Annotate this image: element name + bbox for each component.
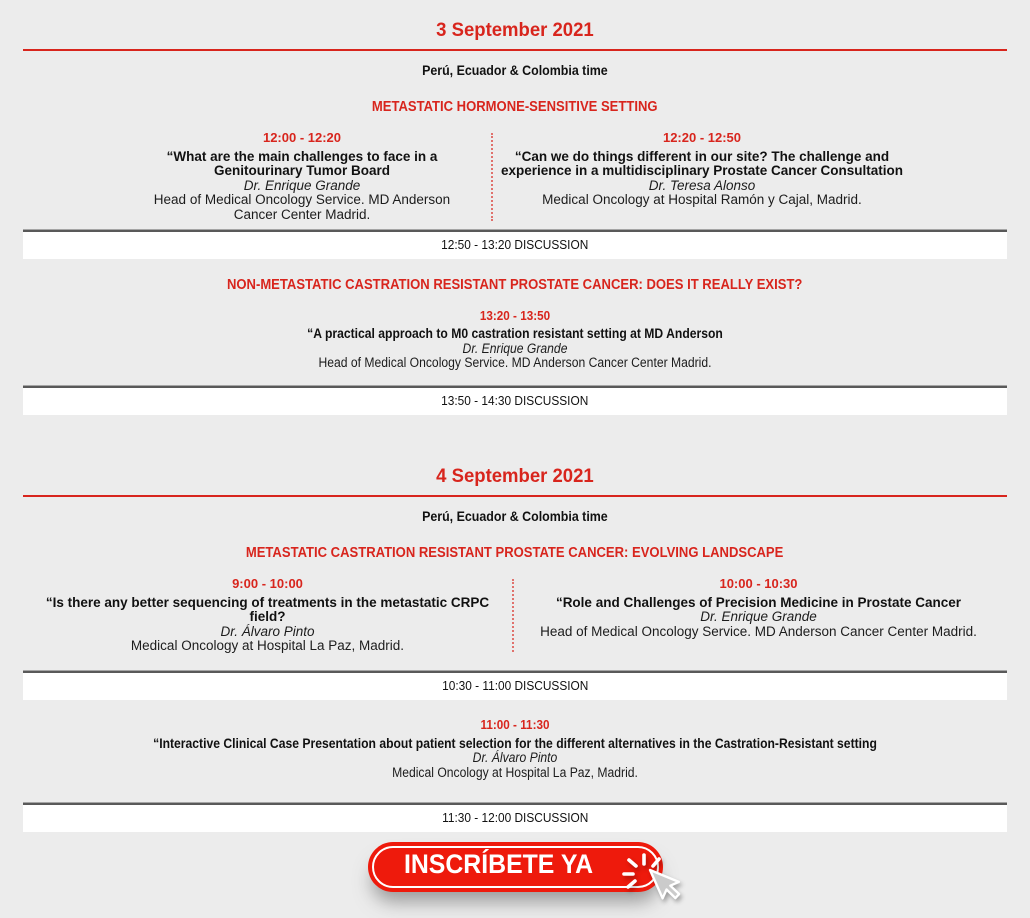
talk-affiliation: Medical Oncology at Hospital La Paz, Madrid. xyxy=(130,638,405,654)
session-heading-nmcrpc: NON-METASTATIC CASTRATION RESISTANT PROSTATE CANCER: DOES IT REALLY EXIST? xyxy=(227,276,803,293)
talk-time: 9:00 - 10:00 xyxy=(232,575,303,591)
talk-time: 13:20 - 13:50 xyxy=(479,307,551,323)
talk-time: 10:00 - 10:30 xyxy=(719,575,798,591)
talk-title: “Is there any better sequencing of treatments in the metastatic CRPC field? xyxy=(45,594,490,625)
talk-title: “A practical approach to M0 castration resistant setting at MD Anderson xyxy=(307,326,723,342)
talk-title: “Role and Challenges of Precision Medicine in Prostate Cancer xyxy=(555,594,962,610)
talk-title: “What are the main challenges to face in a Genitourinary Tumor Board xyxy=(166,148,438,179)
discussion-bar xyxy=(23,385,1007,415)
inscribete-button[interactable] xyxy=(368,842,663,892)
discussion-label: 12:50 - 13:20 DISCUSSION xyxy=(23,232,1007,259)
talk-item xyxy=(134,131,470,223)
talk-item xyxy=(23,577,512,654)
talk-speaker: Dr. Enrique Grande xyxy=(462,340,568,356)
talk-time: 12:00 - 12:20 xyxy=(262,130,342,145)
talk-time: 12:20 - 12:50 xyxy=(662,130,742,145)
timezone-label: Perú, Ecuador & Colombia time xyxy=(422,508,608,524)
talk-affiliation: Head of Medical Oncology Service. MD Anderson Cancer Center Madrid. xyxy=(153,192,451,222)
timezone-label: Perú, Ecuador & Colombia time xyxy=(422,63,608,78)
day-2-date: 4 September 2021 xyxy=(436,464,594,487)
talk-speaker: Dr. Álvaro Pinto xyxy=(472,750,558,766)
day-2-section xyxy=(0,415,1030,832)
day-1-date: 3 September 2021 xyxy=(436,19,594,41)
talk-time: 11:00 - 11:30 xyxy=(480,716,550,732)
discussion-bar xyxy=(23,229,1007,259)
discussion-label: 13:50 - 14:30 DISCUSSION xyxy=(23,388,1007,415)
session-heading-mcrpc: METASTATIC CASTRATION RESISTANT PROSTATE CANCER: EVOLVING LANDSCAPE xyxy=(246,544,784,561)
session-heading-mhs: METASTATIC HORMONE-SENSITIVE SETTING xyxy=(372,99,658,115)
talk-affiliation: Medical Oncology at Hospital La Paz, Madrid. xyxy=(392,764,638,780)
talk-affiliation: Head of Medical Oncology Service. MD Anderson Cancer Center Madrid. xyxy=(318,355,712,371)
talks-row xyxy=(23,577,1007,654)
red-divider-line xyxy=(23,49,1007,51)
inscribete-label: INSCRÍBETE YA xyxy=(403,849,593,880)
discussion-label: 10:30 - 11:00 DISCUSSION xyxy=(23,673,1007,700)
talk-item xyxy=(493,131,911,223)
day-1-section xyxy=(0,0,1030,415)
talk-speaker: Dr. Enrique Grande xyxy=(243,177,361,193)
talk-speaker: Dr. Teresa Alonso xyxy=(648,177,756,193)
discussion-bar xyxy=(23,802,1007,832)
discussion-label: 11:30 - 12:00 DISCUSSION xyxy=(23,805,1007,832)
talk-item xyxy=(514,577,1003,654)
talk-title: “Interactive Clinical Case Presentation about patient selection for the different alternatives in the Castration-Resistant setting xyxy=(153,735,877,751)
discussion-bar xyxy=(23,670,1007,700)
click-cursor-icon xyxy=(619,852,691,918)
talk-speaker: Dr. Álvaro Pinto xyxy=(220,623,315,639)
red-divider-line xyxy=(23,495,1007,497)
talk-affiliation: Head of Medical Oncology Service. MD Anderson Cancer Center Madrid. xyxy=(540,623,977,639)
talk-item xyxy=(72,309,958,371)
talk-speaker: Dr. Enrique Grande xyxy=(700,609,817,625)
cta-area xyxy=(0,842,1030,896)
talk-title: “Can we do things different in our site? The challenge and experience in a multidisciplinary Prostate Cancer Consultation xyxy=(500,148,904,179)
talk-affiliation: Medical Oncology at Hospital Ramón y Cajal, Madrid. xyxy=(542,192,862,208)
talk-item xyxy=(72,718,958,780)
talks-row xyxy=(23,131,1007,223)
